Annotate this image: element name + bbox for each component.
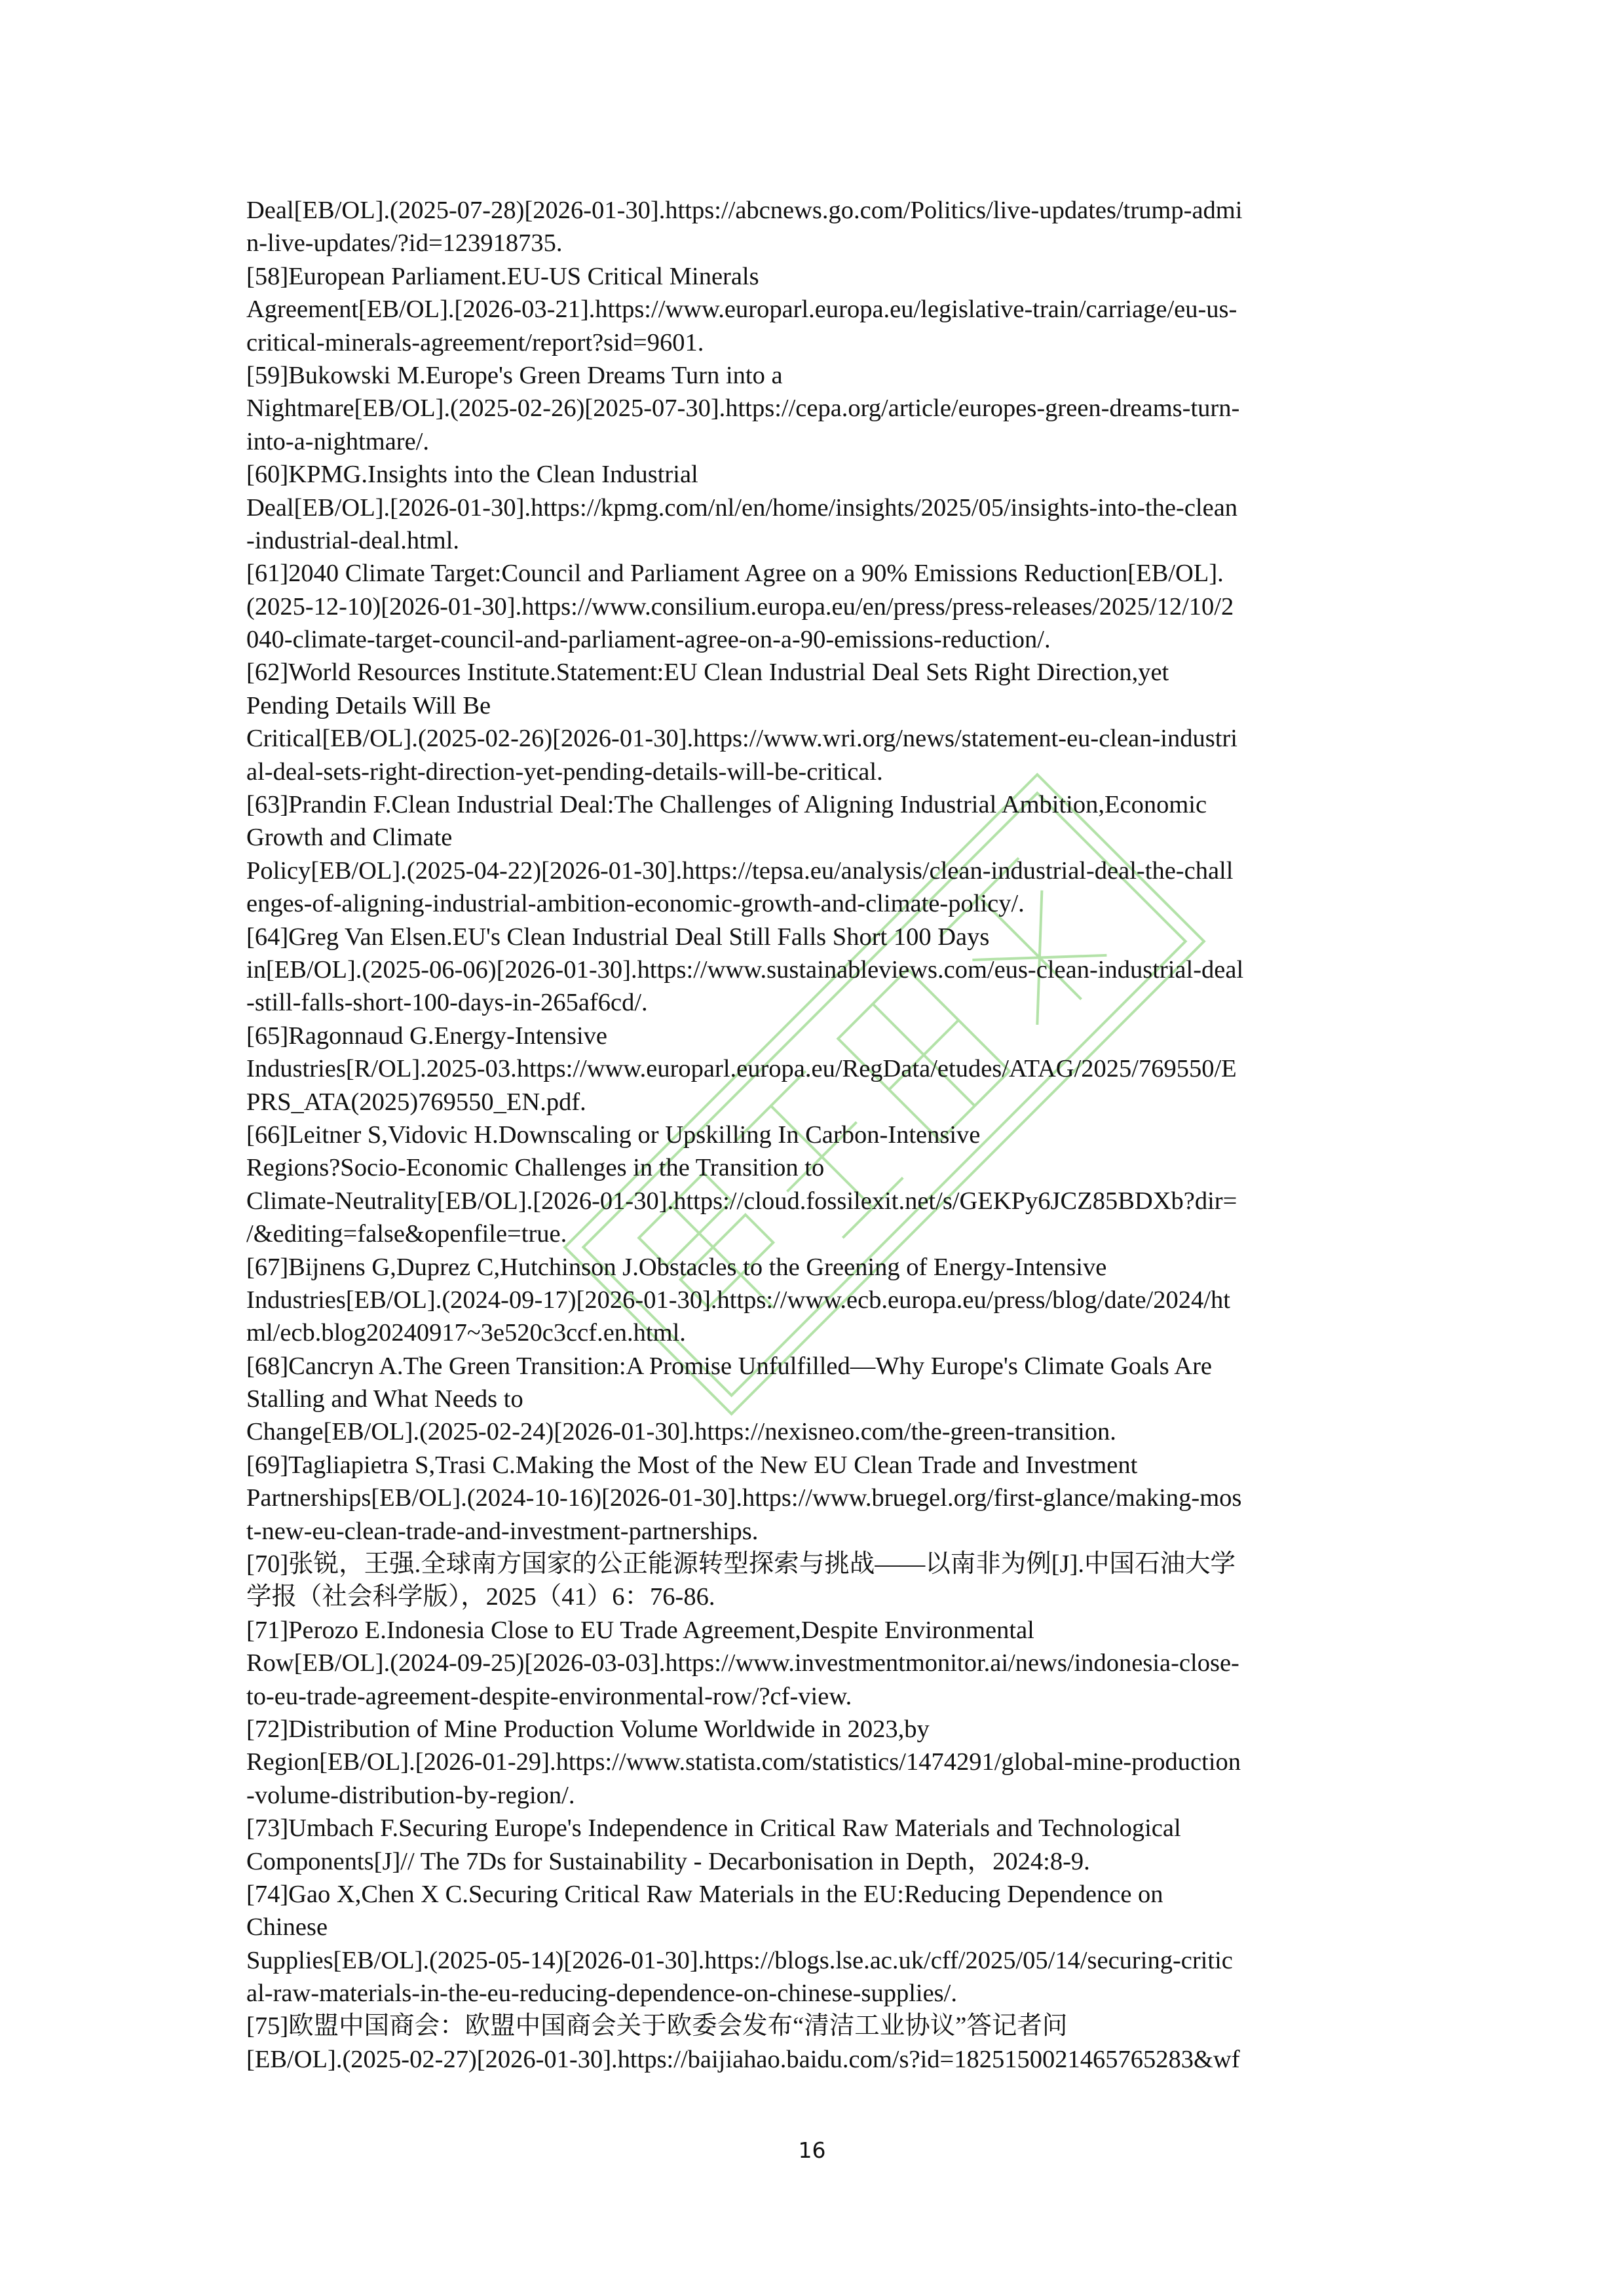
reference-line: [60]KPMG.Insights into the Clean Industrial: [246, 461, 698, 489]
reference-line: [58]European Parliament.EU-US Critical Minerals: [246, 262, 759, 290]
reference-line: [61]2040 Climate Target:Council and Parliament Agree on a 90% Emissions Reduction[EB/OL].: [246, 560, 1224, 588]
reference-line: Deal[EB/OL].[2026-01-30].https://kpmg.com/nl/en/home/insights/2025/05/insights-into-the-clean: [246, 493, 1238, 522]
reference-line: Industries[R/OL].2025-03.https://www.europarl.europa.eu/RegData/etudes/ATAG/2025/769550/E: [246, 1055, 1237, 1083]
reference-line: [72]Distribution of Mine Production Volume Worldwide in 2023,by: [246, 1715, 930, 1743]
page-number: 16: [798, 2137, 826, 2163]
reference-line: [68]Cancryn A.The Green Transition:A Promise Unfulfilled—Why Europe's Climate Goals Are: [246, 1352, 1212, 1380]
reference-line: [59]Bukowski M.Europe's Green Dreams Turn into a: [246, 361, 783, 389]
reference-line: t-new-eu-clean-trade-and-investment-partnerships.: [246, 1517, 759, 1545]
reference-line: al-deal-sets-right-direction-yet-pending-details-will-be-critical.: [246, 757, 883, 786]
reference-line: /&editing=false&openfile=true.: [246, 1220, 567, 1248]
reference-line: 学报（社会科学版），2025（41）6：76-86.: [246, 1583, 715, 1611]
reference-line: Change[EB/OL].(2025-02-24)[2026-01-30].https://nexisneo.com/the-green-transition.: [246, 1418, 1116, 1446]
reference-line: [EB/OL].(2025-02-27)[2026-01-30].https://baijiahao.baidu.com/s?id=1825150021465765283&wf: [246, 2045, 1240, 2073]
reference-line: -industrial-deal.html.: [246, 526, 460, 554]
reference-line: [63]Prandin F.Clean Industrial Deal:The Challenges of Aligning Industrial Ambition,Economic: [246, 791, 1207, 819]
reference-line: Agreement[EB/OL].[2026-03-21].https://www.europarl.europa.eu/legislative-train/carriage/eu-us-: [246, 296, 1237, 324]
reference-line: into-a-nightmare/.: [246, 427, 430, 455]
reference-line: 040-climate-target-council-and-parliament-agree-on-a-90-emissions-reduction/.: [246, 626, 1051, 654]
reference-line: [71]Perozo E.Indonesia Close to EU Trade Agreement,Despite Environmental: [246, 1616, 1034, 1644]
reference-line: -still-falls-short-100-days-in-265af6cd/.: [246, 989, 648, 1017]
reference-line: Deal[EB/OL].(2025-07-28)[2026-01-30].https://abcnews.go.com/Politics/live-updates/trump-admi: [246, 197, 1243, 224]
reference-line: -volume-distribution-by-region/.: [246, 1781, 575, 1809]
reference-line: in[EB/OL].(2025-06-06)[2026-01-30].https://www.sustainableviews.com/eus-clean-industrial-deal: [246, 955, 1244, 984]
reference-line: [67]Bijnens G,Duprez C,Hutchinson J.Obstacles to the Greening of Energy-Intensive: [246, 1253, 1107, 1281]
reference-line: [64]Greg Van Elsen.EU's Clean Industrial Deal Still Falls Short 100 Days: [246, 923, 990, 951]
reference-line: Nightmare[EB/OL].(2025-02-26)[2025-07-30].https://cepa.org/article/europes-green-dreams-turn-: [246, 394, 1240, 423]
reference-line: Row[EB/OL].(2024-09-25)[2026-03-03].https://www.investmentmonitor.ai/news/indonesia-close-: [246, 1649, 1239, 1677]
reference-line: al-raw-materials-in-the-eu-reducing-dependence-on-chinese-supplies/.: [246, 1980, 957, 2008]
reference-line: Components[J]// The 7Ds for Sustainability - Decarbonisation in Depth，2024:8-9.: [246, 1847, 1090, 1875]
reference-line: Stalling and What Needs to: [246, 1385, 523, 1413]
reference-line: Industries[EB/OL].(2024-09-17)[2026-01-30].https://www.ecb.europa.eu/press/blog/date/2024/ht: [246, 1286, 1230, 1314]
reference-line: Pending Details Will Be: [246, 691, 491, 719]
reference-line: Region[EB/OL].[2026-01-29].https://www.statista.com/statistics/1474291/global-mine-production: [246, 1748, 1241, 1776]
reference-line: Chinese: [246, 1913, 328, 1942]
reference-line: to-eu-trade-agreement-despite-environmental-row/?cf-view.: [246, 1682, 852, 1710]
reference-line: enges-of-aligning-industrial-ambition-economic-growth-and-climate-policy/.: [246, 890, 1025, 918]
reference-line: Regions?Socio-Economic Challenges in the Transition to: [246, 1154, 825, 1182]
reference-line: [66]Leitner S,Vidovic H.Downscaling or Upskilling In Carbon-Intensive: [246, 1120, 981, 1149]
reference-line: [69]Tagliapietra S,Trasi C.Making the Most of the New EU Clean Trade and Investment: [246, 1451, 1138, 1479]
reference-line: PRS_ATA(2025)769550_EN.pdf.: [246, 1088, 586, 1116]
reference-line: [75]欧盟中国商会：欧盟中国商会关于欧委会发布“清洁工业协议”答记者问: [246, 2012, 1068, 2040]
reference-line: (2025-12-10)[2026-01-30].https://www.consilium.europa.eu/en/press/press-releases/2025/12/10/2: [246, 592, 1234, 621]
reference-line: ml/ecb.blog20240917~3e520c3ccf.en.html.: [246, 1319, 686, 1347]
reference-line: Partnerships[EB/OL].(2024-10-16)[2026-01-30].https://www.bruegel.org/first-glance/making-mos: [246, 1484, 1242, 1512]
reference-line: Climate-Neutrality[EB/OL].[2026-01-30].https://cloud.fossilexit.net/s/GEKPy6JCZ85BDXb?dir=: [246, 1187, 1237, 1215]
reference-list: [246, 194, 1386, 2076]
reference-line: [65]Ragonnaud G.Energy-Intensive: [246, 1022, 607, 1050]
reference-line: [70]张锐，王强.全球南方国家的公正能源转型探索与挑战——以南非为例[J].中国石油大学: [246, 1550, 1236, 1578]
reference-line: [62]World Resources Institute.Statement:EU Clean Industrial Deal Sets Right Direction,yet: [246, 659, 1169, 687]
reference-line: Critical[EB/OL].(2025-02-26)[2026-01-30].https://www.wri.org/news/statement-eu-clean-industri: [246, 725, 1237, 753]
reference-line: [74]Gao X,Chen X C.Securing Critical Raw Materials in the EU:Reducing Dependence on: [246, 1880, 1163, 1908]
reference-line: Policy[EB/OL].(2025-04-22)[2026-01-30].https://tepsa.eu/analysis/clean-industrial-deal-the-chall: [246, 856, 1234, 885]
reference-line: [73]Umbach F.Securing Europe's Independence in Critical Raw Materials and Technological: [246, 1814, 1181, 1843]
reference-line: Growth and Climate: [246, 824, 453, 852]
reference-line: n-live-updates/?id=123918735.: [246, 229, 563, 258]
reference-line: critical-minerals-agreement/report?sid=9601.: [246, 328, 704, 356]
reference-line: Supplies[EB/OL].(2025-05-14)[2026-01-30].https://blogs.lse.ac.uk/cff/2025/05/14/securing-critic: [246, 1946, 1233, 1974]
